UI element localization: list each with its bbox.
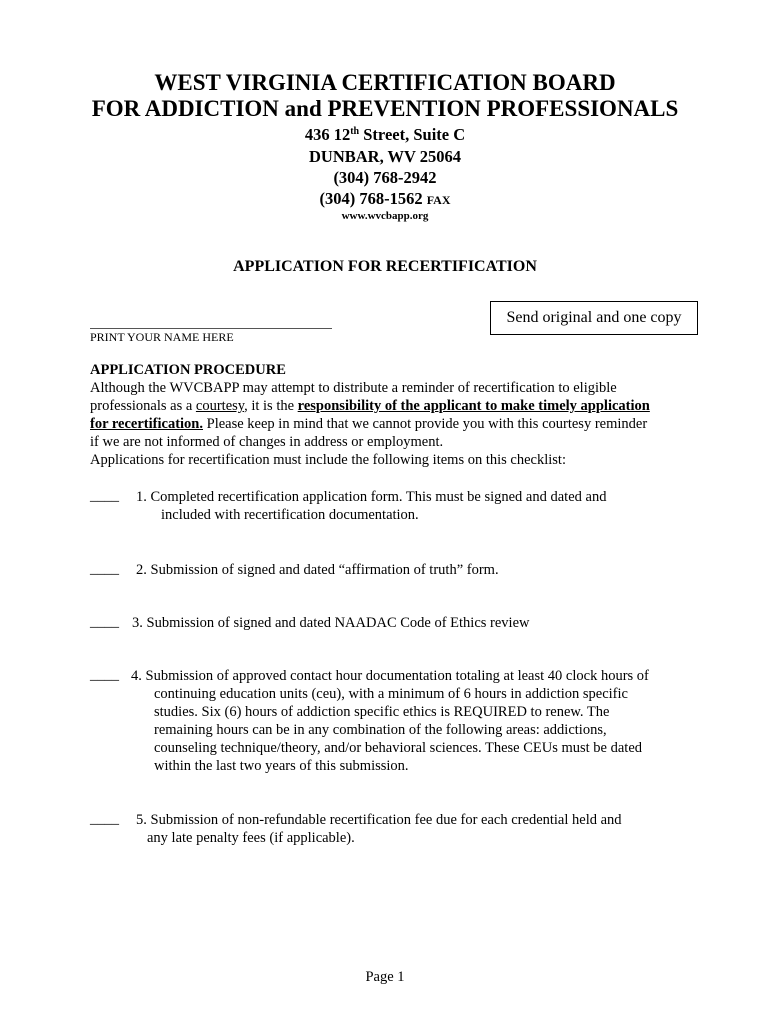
street-ordinal: th	[350, 126, 360, 137]
checklist-blank-3[interactable]: ____	[90, 614, 119, 630]
procedure-text-line: if we are not informed of changes in address or employment.	[90, 434, 444, 450]
org-name-line-2: FOR ADDICTION and PREVENTION PROFESSIONALS	[91, 96, 679, 121]
responsibility-emphasis: responsibility of the applicant to make timely application	[297, 398, 650, 414]
checklist-item-1-line: 1. Completed recertification application form. This must be signed and dated and	[136, 489, 607, 505]
checklist-blank-4[interactable]: ____	[90, 667, 119, 683]
city-state-zip: DUNBAR, WV 25064	[308, 147, 462, 166]
form-title: APPLICATION FOR RECERTIFICATION	[233, 258, 537, 275]
fax-line	[0, 189, 770, 209]
checklist-blank-2[interactable]: ____	[90, 561, 119, 577]
org-name-line-1: WEST VIRGINIA CERTIFICATION BOARD	[154, 70, 616, 95]
phone-number: (304) 768-2942	[333, 168, 437, 187]
send-original-note: Send original and one copy	[490, 301, 698, 335]
checklist-item-4-line: studies. Six (6) hours of addiction specific ethics is REQUIRED to renew. The	[154, 704, 610, 720]
procedure-heading: APPLICATION PROCEDURE	[90, 362, 286, 378]
checklist-item-3-line: 3. Submission of signed and dated NAADAC Code of Ethics review	[132, 615, 530, 631]
checklist-blank-5[interactable]: ____	[90, 811, 119, 827]
procedure-text-line: Applications for recertification must include the following items on this checklist:	[90, 452, 566, 468]
procedure-text-line	[90, 398, 650, 415]
checklist-item-5-line: 5. Submission of non-refundable recertification fee due for each credential held and	[136, 812, 622, 828]
checklist-item-4-line: remaining hours can be in any combination of the following areas: addictions,	[154, 722, 607, 738]
checklist-item-5-line: any late penalty fees (if applicable).	[147, 830, 355, 846]
procedure-text-segment: , it is the	[244, 398, 298, 414]
checklist-item-4-line: within the last two years of this submission.	[154, 758, 409, 774]
procedure-text-line	[90, 416, 647, 433]
fax-label: FAX	[426, 193, 451, 207]
procedure-text-line: Although the WVCBAPP may attempt to distribute a reminder of recertification to eligible	[90, 380, 617, 396]
name-signature-line[interactable]	[90, 328, 332, 329]
checklist-item-4-line: continuing education units (ceu), with a minimum of 6 hours in addiction specific	[154, 686, 628, 702]
checklist-item-2-line: 2. Submission of signed and dated “affirmation of truth” form.	[136, 562, 499, 578]
street-address	[0, 125, 770, 145]
name-field-label: PRINT YOUR NAME HERE	[90, 330, 234, 344]
procedure-text-segment: Please keep in mind that we cannot provide you with this courtesy reminder	[203, 416, 648, 432]
checklist-blank-1[interactable]: ____	[90, 488, 119, 504]
procedure-text-segment: professionals as a	[90, 398, 196, 414]
street-number: 436 12	[304, 125, 351, 144]
responsibility-emphasis: for recertification.	[90, 416, 203, 432]
courtesy-emphasis: courtesy	[195, 398, 245, 414]
website: www.wvcbapp.org	[341, 210, 429, 222]
street-name: Street, Suite C	[359, 125, 466, 144]
fax-number: (304) 768-1562	[319, 189, 427, 208]
checklist-item-4-line: 4. Submission of approved contact hour documentation totaling at least 40 clock hours of	[131, 668, 649, 684]
page-number: Page 1	[365, 969, 405, 985]
checklist-item-1-line: included with recertification documentation.	[161, 507, 419, 523]
checklist-item-4-line: counseling technique/theory, and/or behavioral sciences. These CEUs must be dated	[154, 740, 643, 756]
